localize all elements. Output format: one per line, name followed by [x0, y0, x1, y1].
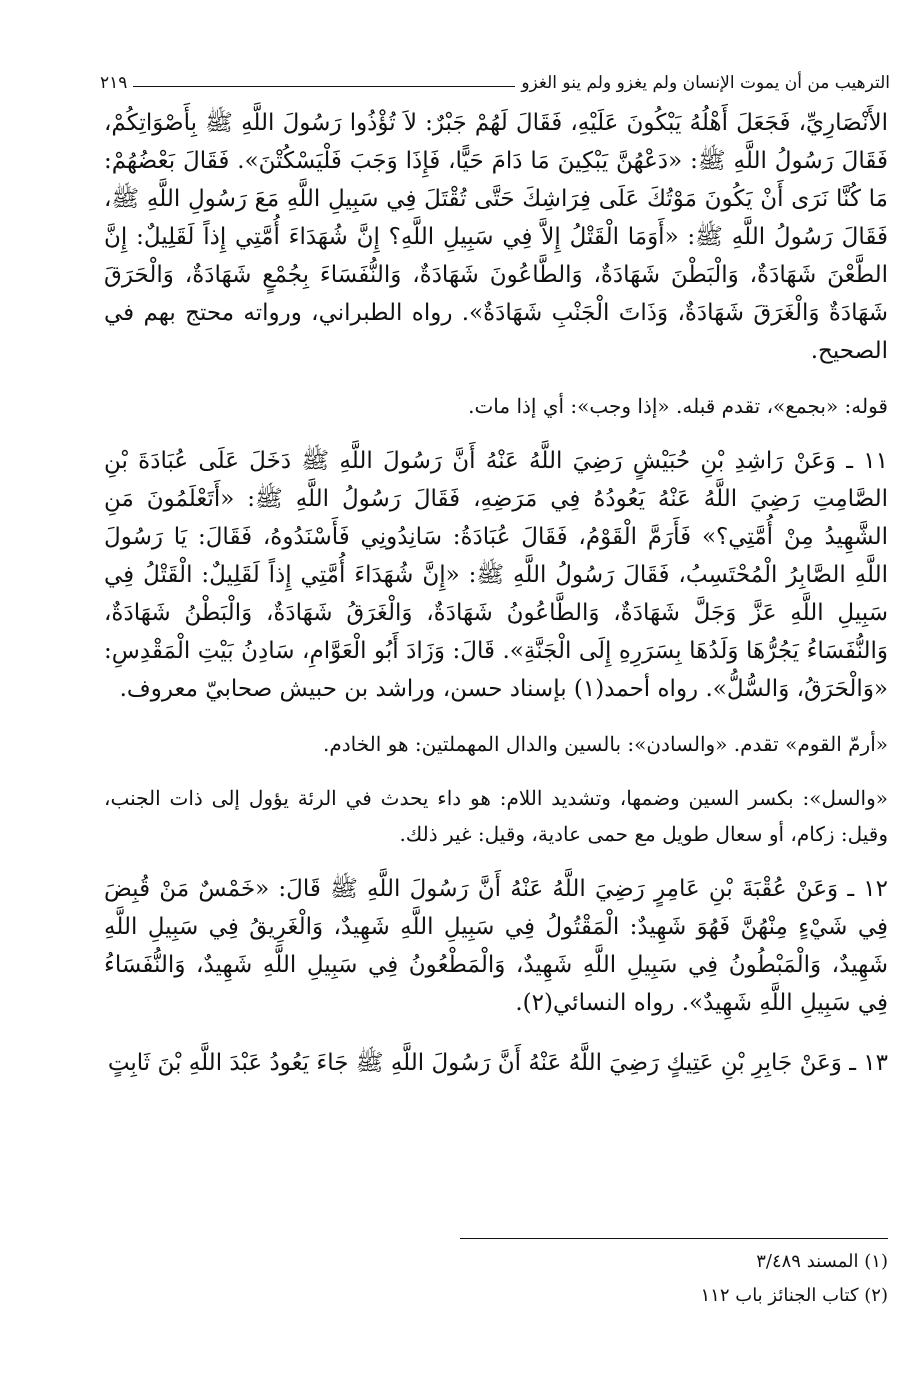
footnote	[460, 1245, 888, 1279]
hadith-paragraph: ١٢ ـ وَعَنْ عُقْبَةَ بْنِ عَامِرٍ رَضِيَ اللَّهُ عَنْهُ أَنَّ رَسُولَ اللَّهِ ﷺ قَالَ: «خَمْسٌ مَنْ قُبِضَ فِي شَيْءٍ مِنْهُنَّ فَهُوَ شَهِيدٌ: الْمَقْتُولُ فِي سَبِيلِ اللَّهِ شَهِيدٌ، وَالْغَرِيقُ فِي سَبِيلِ اللَّهِ شَهِيدٌ، وَالْمَبْطُونُ فِي سَبِيلِ اللَّهِ شَهِيدٌ، وَالْمَطْعُونُ فِي سَبِيلِ اللَّهِ شَهِيدٌ، وَالنُّفَسَاءُ فِي سَبِيلِ اللَّهِ شَهِيدٌ». رواه النسائي(٢).	[104, 876, 888, 1016]
hadith-paragraph: ١١ ـ وَعَنْ رَاشِدِ بْنِ حُبَيْشٍ رَضِيَ اللَّهُ عَنْهُ أَنَّ رَسُولَ اللَّهِ ﷺ دَخَلَ عَلَى عُبَادَةَ بْنِ الصَّامِتِ رَضِيَ اللَّهُ عَنْهُ يَعُودُهُ فِي مَرَضِهِ، فَقَالَ رَسُولُ اللَّهِ ﷺ: «أَتَعْلَمُونَ مَنِ الشَّهِيدُ مِنْ أُمَّتِي؟» فَأَرَمَّ الْقَوْمُ، فَقَالَ عُبَادَةُ: سَانِدُونِي فَأَسْنَدُوهُ، فَقَالَ: يَا رَسُولَ اللَّهِ الصَّابِرُ الْمُحْتَسِبُ، فَقَالَ رَسُولُ اللَّهِ ﷺ: «إِنَّ شُهَدَاءَ أُمَّتِي إِذاً لَقَلِيلٌ: الْقَتْلُ فِي سَبِيلِ اللَّهِ عَزَّ وَجَلَّ شَهَادَةٌ، وَالطَّاعُونُ شَهَادَةٌ، وَالْغَرَقُ شَهَادَةٌ، وَالْبَطْنُ شَهَادَةٌ، وَالنُّفَسَاءُ يَجُرُّهَا وَلَدُهَا بِسَرَرِهِ إِلَى الْجَنَّةِ». قَالَ: وَزَادَ أَبُو الْعَوَّامِ، سَادِنُ بَيْتِ الْمَقْدِسِ: «وَالْحَرَقُ، وَالسُّلُّ». رواه أحمد(١) بإسناد حسن، وراشد بن حبيش صحابيّ معروف.	[104, 448, 888, 702]
running-header	[100, 62, 890, 92]
commentary-note: «والسل»: بكسر السين وضمها، وتشديد اللام: هو داء يحدث في الرئة يؤول إلى ذات الجنب، وقيل: زكام، أو سعال طويل مع حمى عادية، وقيل: غير ذلك.	[104, 786, 888, 846]
page-body	[104, 104, 888, 1082]
hadith-paragraph: ١٣ ـ وَعَنْ جَابِرِ بْنِ عَتِيكٍ رَضِيَ اللَّهُ عَنْهُ أَنَّ رَسُولَ اللَّهِ ﷺ جَاءَ يَعُودُ عَبْدَ اللَّهِ بْنَ ثَابِتٍ	[107, 1050, 888, 1076]
commentary-note: قوله: «بجمع»، تقدم قبله. «إذا وجب»: أي إذا مات.	[468, 394, 888, 418]
header-title: الترهيب من أن يموت الإنسان ولم يغزو ولم ينو الغزو	[521, 73, 890, 93]
footnote-marker: (١)	[864, 1251, 888, 1272]
footnote-text: كتاب الجنائز باب ١١٢	[700, 1285, 859, 1306]
footnote-marker: (٢)	[864, 1285, 888, 1306]
page-number: ٢١٩	[100, 73, 128, 93]
header-rule	[133, 86, 515, 87]
footnote	[460, 1279, 888, 1313]
footnote-text: المسند ٣/٤٨٩	[756, 1251, 859, 1272]
hadith-paragraph: الأَنْصَارِيِّ، فَجَعَلَ أَهْلُهُ يَبْكُونَ عَلَيْهِ، فَقَالَ لَهُمْ جَبْرٌ: لاَ تُؤْذُوا رَسُولَ اللَّهِ ﷺ بِأَصْوَاتِكُمْ، فَقَالَ رَسُولُ اللَّهِ ﷺ: «دَعْهُنَّ يَبْكِينَ مَا دَامَ حَيًّا، فَإِذَا وَجَبَ فَلْيَسْكُتْنَ». فَقَالَ بَعْضُهُمْ: مَا كُنَّا نَرَى أَنْ يَكُونَ مَوْتُكَ عَلَى فِرَاشِكَ حَتَّى تُقْتَلَ فِي سَبِيلِ اللَّهِ مَعَ رَسُولِ اللَّهِ ﷺ، فَقَالَ رَسُولُ اللَّهِ ﷺ: «أَوَمَا الْقَتْلُ إِلاَّ فِي سَبِيلِ اللَّهِ؟ إِنَّ شُهَدَاءَ أُمَّتِي إِذاً لَقَلِيلٌ: إِنَّ الطَّعْنَ شَهَادَةٌ، وَالْبَطْنَ شَهَادَةٌ، وَالطَّاعُونَ شَهَادَةٌ، وَالنُّفَسَاءَ بِجُمْعٍ شَهَادَةٌ، وَالْحَرَقَ شَهَادَةٌ وَالْغَرَقَ شَهَادَةٌ، وَذَاتَ الْجَنْبِ شَهَادَةٌ». رواه الطبراني، ورواته محتج بهم في الصحيح.	[104, 110, 888, 364]
footnotes	[460, 1238, 888, 1313]
commentary-note: «أرمّ القوم» تقدم. «والسادن»: بالسين والدال المهملتين: هو الخادم.	[323, 732, 888, 756]
